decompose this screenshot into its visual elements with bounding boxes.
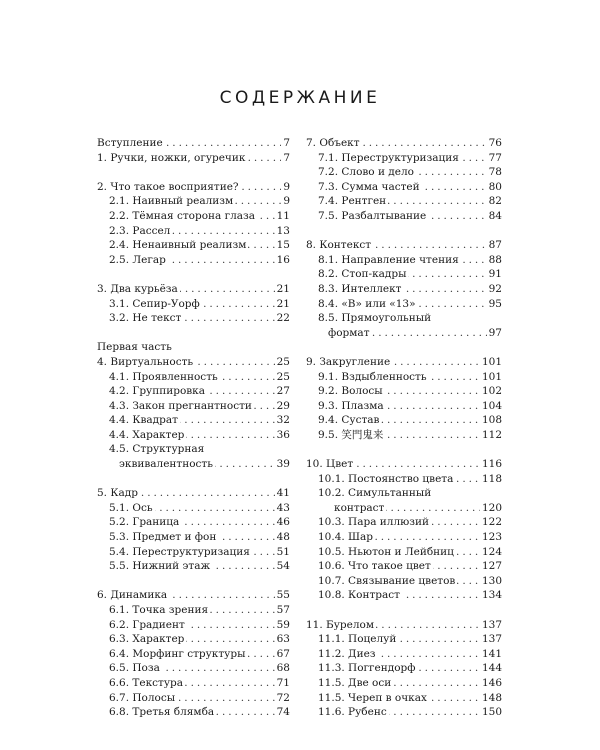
toc-entry-page: 80 <box>488 180 502 193</box>
toc-entry[interactable] <box>306 428 502 443</box>
toc-entry-label: 10.4. Шар <box>318 531 374 544</box>
toc-entry[interactable] <box>97 253 290 268</box>
toc-entry-page: 141 <box>481 647 502 660</box>
toc-entry-page: 134 <box>481 589 502 602</box>
toc-entry-page: 150 <box>481 706 502 719</box>
toc-entry-page: 59 <box>276 618 290 631</box>
toc-right-column <box>306 136 502 720</box>
toc-entry-page: 102 <box>481 385 502 398</box>
toc-entry-label: 3.2. Не текст <box>109 312 182 325</box>
toc-entry-label: 9.2. Волосы <box>318 385 383 398</box>
toc-entry-label: 4.2. Группировка <box>109 385 205 398</box>
toc-entry-label: 5.2. Граница <box>109 516 180 529</box>
toc-entry-label: 2.3. Рассел <box>109 224 171 237</box>
toc-entry[interactable] <box>306 194 502 209</box>
toc-entry-page: 74 <box>276 706 290 719</box>
toc-entry[interactable] <box>97 705 290 720</box>
toc-entry-label: контраст <box>334 501 385 514</box>
toc-entry-page: 46 <box>276 516 290 529</box>
toc-entry[interactable] <box>306 647 502 662</box>
toc-entry-page: 43 <box>276 501 290 514</box>
toc-entry-label: 9.3. Плазма <box>318 399 384 412</box>
toc-entry-page: 108 <box>481 414 502 427</box>
toc-entry-label: 7.1. Переструктуризация <box>318 151 459 164</box>
toc-entry-page: 123 <box>481 531 502 544</box>
toc-entry[interactable] <box>97 413 290 428</box>
toc-entry[interactable] <box>306 282 502 297</box>
toc-entry-page: 87 <box>488 239 502 252</box>
toc-entry-page: 146 <box>481 676 502 689</box>
toc-entry-page: 29 <box>276 399 290 412</box>
toc-entry-page: 88 <box>488 253 502 266</box>
toc-entry-label: 10.6. Что такое цвет <box>318 560 431 573</box>
toc-entry[interactable] <box>97 603 290 618</box>
toc-entry-label: 4.3. Закон прегнантности <box>109 399 252 412</box>
toc-entry[interactable] <box>306 355 502 370</box>
toc-entry-label: 4.1. Проявленность <box>109 370 218 383</box>
toc-entry-label: 1. Ручки, ножки, огуречик <box>97 151 246 164</box>
toc-entry[interactable] <box>97 194 290 209</box>
toc-entry-label: 7.4. Рентген <box>318 195 387 208</box>
toc-entry[interactable] <box>97 209 290 224</box>
toc-entry[interactable] <box>97 661 290 676</box>
toc-entry-page: 63 <box>276 633 290 646</box>
toc-entry-label: 11. Бурелом <box>306 618 375 631</box>
toc-entry-label: 5.4. Переструктуризация <box>109 545 250 558</box>
toc-entry-page: 76 <box>488 137 502 149</box>
toc-entry[interactable] <box>306 501 502 516</box>
toc-entry-page: 82 <box>488 195 502 208</box>
toc-entry-label: 8.4. «В» или «13» <box>318 297 416 310</box>
toc-entry[interactable] <box>97 691 290 706</box>
toc-entry-label: 6.6. Текстура <box>109 676 184 689</box>
toc-entry-label: 4. Виртуальность <box>97 355 194 368</box>
toc-entry-page: 13 <box>276 224 290 237</box>
toc-entry-page: 78 <box>488 166 502 179</box>
toc-entry[interactable] <box>97 238 290 253</box>
toc-entry-label: формат <box>328 326 370 339</box>
toc-entry-page: 25 <box>276 355 290 368</box>
toc-entry[interactable] <box>306 165 502 180</box>
toc-entry[interactable] <box>306 588 502 603</box>
toc-entry-label: 2.5. Легар <box>109 253 166 266</box>
toc-entry[interactable] <box>97 224 290 239</box>
toc-entry-label: 4.4. Квадрат <box>109 414 178 427</box>
toc-entry-label: 11.1. Поцелуй <box>318 633 397 646</box>
toc-entry[interactable] <box>97 282 290 297</box>
toc-entry-page: 124 <box>481 545 502 558</box>
toc-entry-page: 9 <box>283 195 290 208</box>
toc-entry[interactable] <box>306 618 502 633</box>
toc-entry-page: 71 <box>276 676 290 689</box>
toc-entry[interactable] <box>306 253 502 268</box>
toc-entry-page: 7 <box>283 137 290 149</box>
toc-entry-label: 4.4. Характер <box>109 428 185 441</box>
toc-entry-page: 97 <box>488 326 502 339</box>
toc-entry-page: 21 <box>276 297 290 310</box>
toc-entry-label: 11.3. Поггендорф <box>318 662 416 675</box>
toc-entry-label: 11.6. Рубенс <box>318 706 387 719</box>
part-heading: Первая часть <box>97 341 172 354</box>
toc-entry-page: 41 <box>276 487 290 500</box>
toc-entry-label: 6.4. Морфинг структуры <box>109 647 246 660</box>
toc-entry-label: 11.5. Две оси <box>318 676 392 689</box>
toc-entry-page: 95 <box>488 297 502 310</box>
toc-entry-label: 10.1. Постоянство цвета <box>318 472 454 485</box>
toc-entry[interactable] <box>97 559 290 574</box>
toc-entry-page: 72 <box>276 691 290 704</box>
toc-entry-page: 11 <box>276 209 290 222</box>
toc-entry-page: 148 <box>481 691 502 704</box>
toc-entry[interactable] <box>97 136 290 151</box>
toc-entry[interactable] <box>97 370 290 385</box>
toc-entry[interactable] <box>306 676 502 691</box>
toc-entry-page: 137 <box>481 618 502 631</box>
toc-entry-label: 8.3. Интеллект <box>318 282 402 295</box>
toc-entry-label: 9.1. Вздыбленность <box>318 370 427 383</box>
toc-entry-page: 122 <box>481 516 502 529</box>
toc-entry[interactable] <box>97 676 290 691</box>
toc-entry[interactable] <box>306 691 502 706</box>
toc-entry-page: 77 <box>488 151 502 164</box>
toc-entry-label: 5.3. Предмет и фон <box>109 531 217 544</box>
toc-entry[interactable] <box>306 559 502 574</box>
toc-entry[interactable] <box>97 297 290 312</box>
toc-entry-label: 8.5. Прямоугольный <box>318 312 432 325</box>
toc-entry-label: 10.8. Контраст <box>318 589 400 602</box>
toc-entry[interactable] <box>306 384 502 399</box>
toc-entry-label: 6.5. Поза <box>109 662 160 675</box>
toc-entry-label: 10.5. Ньютон и Лейбниц <box>318 545 454 558</box>
toc-entry-label: 3. Два курьёза <box>97 282 178 295</box>
toc-entry[interactable] <box>97 632 290 647</box>
toc-entry[interactable] <box>97 399 290 414</box>
toc-entry-page: 55 <box>276 589 290 602</box>
toc-entry-page: 51 <box>276 545 290 558</box>
toc-entry-page: 16 <box>276 253 290 266</box>
toc-entry-page: 9 <box>283 180 290 193</box>
toc-entry[interactable] <box>306 151 502 166</box>
toc-entry[interactable] <box>306 545 502 560</box>
toc-entry[interactable] <box>306 705 502 720</box>
toc-entry-label: 9.5. 笑門鬼来 <box>318 428 384 441</box>
toc-entry[interactable] <box>306 661 502 676</box>
toc-entry-label: 2.4. Ненаивный реализм <box>109 239 247 252</box>
toc-entry-page: 130 <box>481 574 502 587</box>
toc-entry-label: 9. Закругление <box>306 355 391 368</box>
toc-entry[interactable] <box>306 457 502 472</box>
toc-entry-page: 15 <box>276 239 290 252</box>
toc-entry-page: 137 <box>481 633 502 646</box>
toc-entry-page: 101 <box>481 370 502 383</box>
toc-entry-page: 116 <box>481 458 502 471</box>
toc-entry[interactable] <box>306 370 502 385</box>
toc-entry-label: 8.2. Стоп-кадры <box>318 268 407 281</box>
toc-entry-label: 11.2. Диез <box>318 647 376 660</box>
toc-entry-label: 6.2. Градиент <box>109 618 185 631</box>
toc-entry-label: 10. Цвет <box>306 458 354 471</box>
toc-entry-label: 2.1. Наивный реализм <box>109 195 234 208</box>
toc-entry-page: 112 <box>481 428 502 441</box>
toc-entry[interactable] <box>306 530 502 545</box>
toc-entry[interactable] <box>306 136 502 151</box>
toc-entry-label: 4.5. Структурная <box>109 443 205 456</box>
toc-entry-page: 27 <box>276 385 290 398</box>
toc-entry-label: 5.1. Ось <box>109 501 153 514</box>
toc-entry[interactable] <box>306 472 502 487</box>
toc-entry-page: 39 <box>276 458 290 471</box>
toc-entry-page: 101 <box>481 355 502 368</box>
toc-entry-label: 7. Объект <box>306 137 360 149</box>
toc-entry[interactable] <box>306 486 502 501</box>
toc-entry[interactable] <box>97 588 290 603</box>
toc-entry-label: 6.8. Третья блямба <box>109 706 215 719</box>
toc-entry-label: Вступление <box>97 137 163 149</box>
toc-entry-label: 9.4. Сустав <box>318 414 380 427</box>
toc-entry[interactable] <box>97 151 290 166</box>
toc-entry[interactable] <box>306 311 502 326</box>
toc-entry-label: 6. Динамика <box>97 589 168 602</box>
toc-entry-page: 36 <box>276 428 290 441</box>
toc-entry-page: 21 <box>276 282 290 295</box>
toc-entry-label: 6.7. Полосы <box>109 691 176 704</box>
toc-entry[interactable] <box>97 384 290 399</box>
toc-entry-page: 54 <box>276 560 290 573</box>
toc-entry-label: 5. Кадр <box>97 487 138 500</box>
toc-entry[interactable] <box>306 209 502 224</box>
toc-entry[interactable] <box>306 632 502 647</box>
toc-entry-label: 2. Что такое восприятие? <box>97 180 239 193</box>
toc-entry-page: 57 <box>276 604 290 616</box>
toc-entry[interactable] <box>97 545 290 560</box>
toc-entry[interactable] <box>97 486 290 501</box>
toc-entry-page: 68 <box>276 662 290 675</box>
toc-entry[interactable] <box>306 297 502 312</box>
toc-entry[interactable] <box>306 180 502 195</box>
toc-entry[interactable] <box>97 515 290 530</box>
toc-entry-label: 6.1. Точка зрения <box>109 604 209 616</box>
toc-entry-page: 118 <box>481 472 502 485</box>
toc-entry-label: 7.3. Сумма частей <box>318 180 420 193</box>
toc-entry[interactable] <box>97 647 290 662</box>
toc-entry-label: 10.3. Пара иллюзий <box>318 516 429 529</box>
toc-entry[interactable] <box>97 501 290 516</box>
toc-entry-label: 3.1. Сепир-Уорф <box>109 297 200 310</box>
toc-entry[interactable] <box>306 399 502 414</box>
toc-entry-label: 2.2. Тёмная сторона глаза <box>109 209 256 222</box>
toc-entry-label: 8.1. Направление чтения <box>318 253 459 266</box>
toc-entry[interactable] <box>97 442 290 457</box>
toc-entry-page: 32 <box>276 414 290 427</box>
toc-entry-page: 25 <box>276 370 290 383</box>
toc-entry-page: 104 <box>481 399 502 412</box>
toc-entry-label: 7.5. Разбалтывание <box>318 209 427 222</box>
toc-entry-page: 144 <box>481 662 502 675</box>
toc-entry[interactable] <box>97 530 290 545</box>
toc-entry-label: 7.2. Слово и дело <box>318 166 414 179</box>
toc-entry-page: 84 <box>488 209 502 222</box>
toc-entry[interactable] <box>97 457 290 472</box>
toc-entry[interactable] <box>306 574 502 589</box>
toc-entry[interactable] <box>306 238 502 253</box>
toc-entry-label: 11.5. Череп в очках <box>318 691 427 704</box>
toc-entry-label: 10.2. Симультанный <box>318 487 432 500</box>
toc-entry-page: 91 <box>488 268 502 281</box>
toc-entry-page: 48 <box>276 531 290 544</box>
toc-entry-page: 120 <box>481 501 502 514</box>
toc-entry[interactable] <box>306 413 502 428</box>
toc-entry-page: 22 <box>276 312 290 325</box>
toc-entry-page: 67 <box>276 647 290 660</box>
toc-entry[interactable] <box>97 355 290 370</box>
toc-entry-label: 6.3. Характер <box>109 633 185 646</box>
toc-entry[interactable] <box>97 180 290 195</box>
toc-entry-label: 10.7. Связывание цветов <box>318 574 456 587</box>
toc-entry[interactable] <box>97 311 290 326</box>
toc-entry-label: 5.5. Нижний этаж <box>109 560 211 573</box>
toc-entry-label: эквивалентность <box>119 458 213 471</box>
toc-entry[interactable] <box>306 326 502 341</box>
toc-entry[interactable] <box>306 515 502 530</box>
toc-entry-page: 127 <box>481 560 502 573</box>
toc-entry[interactable] <box>97 428 290 443</box>
page-title: СОДЕРЖАНИЕ <box>219 88 381 108</box>
toc-left-column <box>97 136 290 720</box>
toc-entry-page: 7 <box>283 151 290 164</box>
toc-entry-label: 8. Контекст <box>306 239 372 252</box>
toc-entry[interactable] <box>97 618 290 633</box>
toc-entry[interactable] <box>306 267 502 282</box>
toc-entry-page: 92 <box>488 282 502 295</box>
